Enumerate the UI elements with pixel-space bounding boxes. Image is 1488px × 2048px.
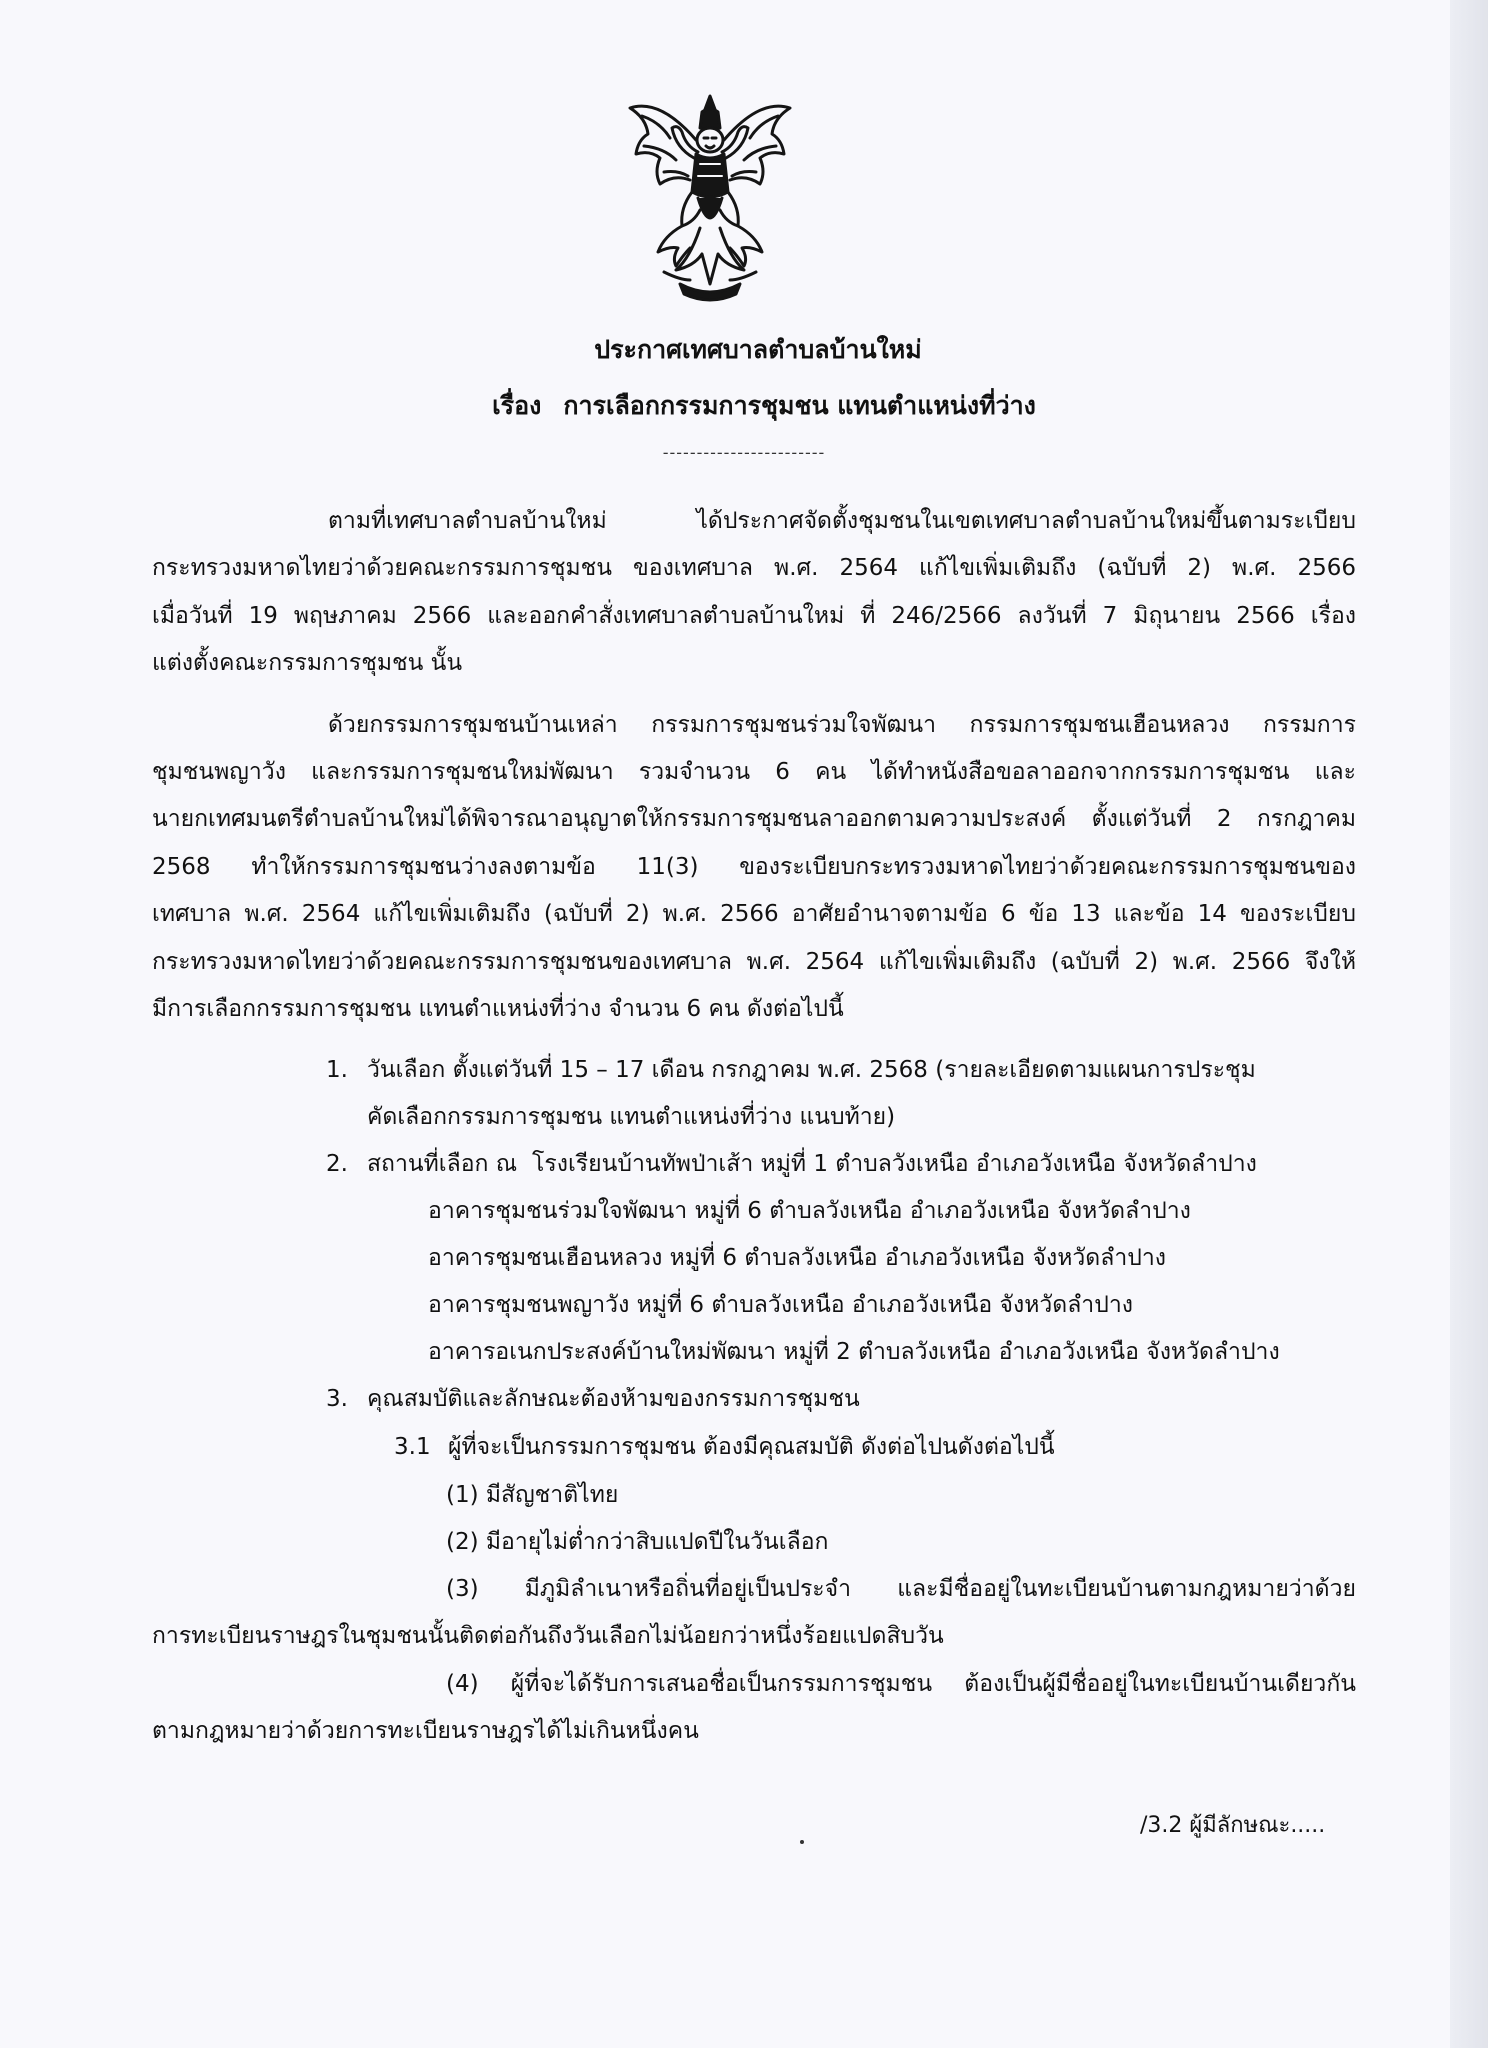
subject-text: การเลือกกรรมการชุมชน แทนตำแหน่งที่ว่าง	[563, 391, 1036, 420]
scan-edge	[1450, 0, 1488, 2048]
para2-line1: ด้วยกรรมการชุมชนบ้านเหล่า กรรมการชุมชนร่วมใจพัฒนา กรรมการชุมชนเฮือนหลวง กรรมการ	[328, 712, 1356, 738]
scan-speck	[800, 1840, 804, 1844]
item1-line2: คัดเลือกกรรมการชุมชน แทนตำแหน่งที่ว่าง แนบท้าย)	[367, 1104, 896, 1130]
qualification-3-line1: (3) มีภูมิลำเนาหรือถิ่นที่อยู่เป็นประจำ และมีชื่ออยู่ในทะเบียนบ้านตามกฎหมายว่าด้วย	[446, 1576, 1356, 1602]
continued-note: /3.2 ผู้มีลักษณะ.....	[1140, 1813, 1326, 1838]
para2-line7: มีการเลือกกรรมการชุมชน แทนตำแหน่งที่ว่าง จำนวน 6 คน ดังต่อไปนี้	[152, 996, 844, 1022]
para1-line2: กระทรวงมหาดไทยว่าด้วยคณะกรรมการชุมชน ของเทศบาล พ.ศ. 2564 แก้ไขเพิ่มเติมถึง (ฉบับที่ 2) พ.ศ. 2566	[152, 555, 1356, 581]
item3-number: 3.	[326, 1386, 348, 1412]
subject-line	[20, 386, 1488, 426]
qualification-3-line2: การทะเบียนราษฎรในชุมชนนั้นติดต่อกันถึงวันเลือกไม่น้อยกว่าหนึ่งร้อยแปดสิบวัน	[152, 1623, 944, 1649]
item2-place5: อาคารอเนกประสงค์บ้านใหม่พัฒนา หมู่ที่ 2 ตำบลวังเหนือ อำเภอวังเหนือ จังหวัดลำปาง	[428, 1339, 1280, 1365]
item2-place3: อาคารชุมชนเฮือนหลวง หมู่ที่ 6 ตำบลวังเหนือ อำเภอวังเหนือ จังหวัดลำปาง	[428, 1245, 1166, 1271]
para2-line3: นายกเทศมนตรีตำบลบ้านใหม่ได้พิจารณาอนุญาตให้กรรมการชุมชนลาออกตามความประสงค์ ตั้งแต่วันที่ 2 กรกฎาคม	[152, 806, 1356, 832]
garuda-emblem-icon	[620, 88, 800, 308]
item1-line1: วันเลือก ตั้งแต่วันที่ 15 – 17 เดือน กรกฎาคม พ.ศ. 2568 (รายละเอียดตามแผนการประชุม	[367, 1057, 1256, 1083]
para2-line6: กระทรวงมหาดไทยว่าด้วยคณะกรรมการชุมชนของเทศบาล พ.ศ. 2564 แก้ไขเพิ่มเติมถึง (ฉบับที่ 2) พ.ศ. 2566 จึงให้	[152, 949, 1356, 975]
item3-text: คุณสมบัติและลักษณะต้องห้ามของกรรมการชุมชน	[367, 1386, 860, 1412]
para2-line2: ชุมชนพญาวัง และกรรมการชุมชนใหม่พัฒนา รวมจำนวน 6 คน ได้ทำหนังสือขอลาออกจากกรรมการชุมชน และ	[152, 759, 1356, 785]
para1-line1: ตามที่เทศบาลตำบลบ้านใหม่ ได้ประกาศจัดตั้งชุมชนในเขตเทศบาลตำบลบ้านใหม่ขึ้นตามระเบียบ	[328, 508, 1356, 534]
para2-line5: เทศบาล พ.ศ. 2564 แก้ไขเพิ่มเติมถึง (ฉบับที่ 2) พ.ศ. 2566 อาศัยอำนาจตามข้อ 6 ข้อ 13 และข้อ 14 ของระเบียบ	[152, 901, 1356, 927]
item2-label: สถานที่เลือก ณ	[367, 1151, 518, 1177]
subject-label: เรื่อง	[492, 391, 542, 420]
item2-place2: อาคารชุมชนร่วมใจพัฒนา หมู่ที่ 6 ตำบลวังเหนือ อำเภอวังเหนือ จังหวัดลำปาง	[428, 1198, 1191, 1224]
para1-line3: เมื่อวันที่ 19 พฤษภาคม 2566 และออกคำสั่งเทศบาลตำบลบ้านใหม่ ที่ 246/2566 ลงวันที่ 7 มิถุนายน 2566 เรื่อง	[152, 603, 1356, 629]
item2-place1: โรงเรียนบ้านทัพป่าเส้า หมู่ที่ 1 ตำบลวังเหนือ อำเภอวังเหนือ จังหวัดลำปาง	[532, 1151, 1257, 1177]
qualification-4-line2: ตามกฎหมายว่าด้วยการทะเบียนราษฎรได้ไม่เกินหนึ่งคน	[152, 1718, 699, 1744]
item2-place4: อาคารชุมชนพญาวัง หมู่ที่ 6 ตำบลวังเหนือ อำเภอวังเหนือ จังหวัดลำปาง	[428, 1292, 1133, 1318]
qualification-2: (2) มีอายุไม่ต่ำกว่าสิบแปดปีในวันเลือก	[446, 1529, 829, 1555]
para2-line4: 2568 ทำให้กรรมการชุมชนว่างลงตามข้อ 11(3) ของระเบียบกระทรวงมหาดไทยว่าด้วยคณะกรรมการชุมชนของ	[152, 854, 1356, 880]
item2-number: 2.	[326, 1151, 348, 1177]
item3-1-text: ผู้ที่จะเป็นกรรมการชุมชน ต้องมีคุณสมบัติ ดังต่อไปนดังต่อไปนี้	[448, 1434, 1055, 1460]
title-divider: ------------------------	[662, 443, 826, 462]
item3-1-number: 3.1	[394, 1434, 431, 1460]
item1-number: 1.	[326, 1057, 348, 1083]
qualification-4-line1: (4) ผู้ที่จะได้รับการเสนอชื่อเป็นกรรมการชุมชน ต้องเป็นผู้มีชื่ออยู่ในทะเบียนบ้านเดียวกัน	[446, 1671, 1356, 1697]
para1-line4: แต่งตั้งคณะกรรมการชุมชน นั้น	[152, 650, 463, 676]
qualification-1: (1) มีสัญชาติไทย	[446, 1482, 619, 1508]
announcement-title: ประกาศเทศบาลตำบลบ้านใหม่	[594, 335, 922, 364]
